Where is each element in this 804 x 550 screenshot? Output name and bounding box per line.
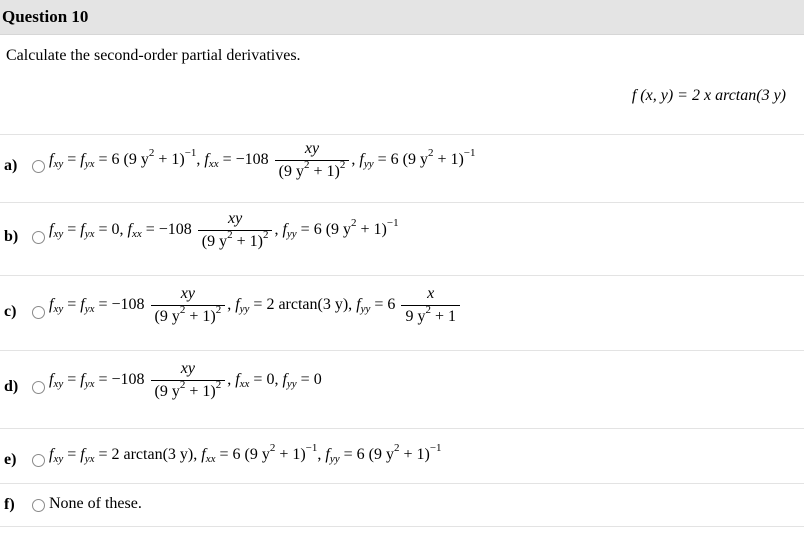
divider (0, 275, 804, 276)
fraction: $\frac{x}{9 y^2 + 1}$ (401, 285, 460, 326)
divider (0, 134, 804, 135)
option-label: e) (4, 451, 17, 468)
fraction: $\frac{xy}{(9 y^2 + 1)^2}$ (151, 360, 226, 401)
radio-button[interactable] (32, 499, 45, 512)
radio-button[interactable] (32, 306, 45, 319)
fraction: $\frac{xy}{(9 y^2 + 1)^2}$ (198, 210, 273, 251)
divider (0, 428, 804, 429)
option-label: f) (4, 496, 15, 513)
divider (0, 350, 804, 351)
divider (0, 202, 804, 203)
option-text: None of these. (49, 495, 142, 512)
option-expression: fxy = fyx = −108 $\frac{xy}{(9 y^2 + 1)^2}$ , fyy = 2 arctan(3 y), fyy = 6 $\frac{x}{9 y^2 + 1}$ (49, 285, 462, 326)
option-label: a) (4, 157, 18, 174)
option-expression: fxy = fyx = 6 (9 $y^2 + 1)^{-1}$, fxx = −108 $\frac{xy}{(9 y^2 + 1)^2}$ , fyy = 6 (9 $y^2 + 1)^{-1}$ (49, 140, 476, 180)
option-expression: fxy = fyx = 0, fxx = −108 $\frac{xy}{(9 y^2 + 1)^2}$ , fyy = 6 (9 $y^2 + 1)^{-1}$ (49, 210, 399, 250)
option-label: d) (4, 378, 19, 395)
fraction: $\frac{xy}{(9 y^2 + 1)^2}$ (151, 285, 226, 326)
radio-button[interactable] (32, 454, 45, 467)
question-prompt: Calculate the second-order partial derivatives. (6, 47, 301, 64)
fraction: $\frac{xy}{(9 y^2 + 1)^2}$ (275, 140, 350, 181)
radio-button[interactable] (32, 381, 45, 394)
option-expression: fxy = fyx = 2 arctan(3 y), fxx = 6 (9 $y^2 + 1)^{-1}$, fyy = 6 (9 $y^2 + 1)^{-1}$ (49, 442, 442, 465)
radio-button[interactable] (32, 160, 45, 173)
option-expression: fxy = fyx = −108 $\frac{xy}{(9 y^2 + 1)^2}$ , fxx = 0, fyy = 0 (49, 360, 322, 400)
radio-button[interactable] (32, 231, 45, 244)
divider (0, 526, 804, 527)
function-definition: f (x, y) = 2 x arctan(3 y) (631, 87, 786, 104)
question-header (0, 0, 804, 35)
divider (0, 483, 804, 484)
option-label: b) (4, 228, 19, 245)
question-title: Question 10 (2, 7, 89, 26)
option-label: c) (4, 303, 17, 320)
